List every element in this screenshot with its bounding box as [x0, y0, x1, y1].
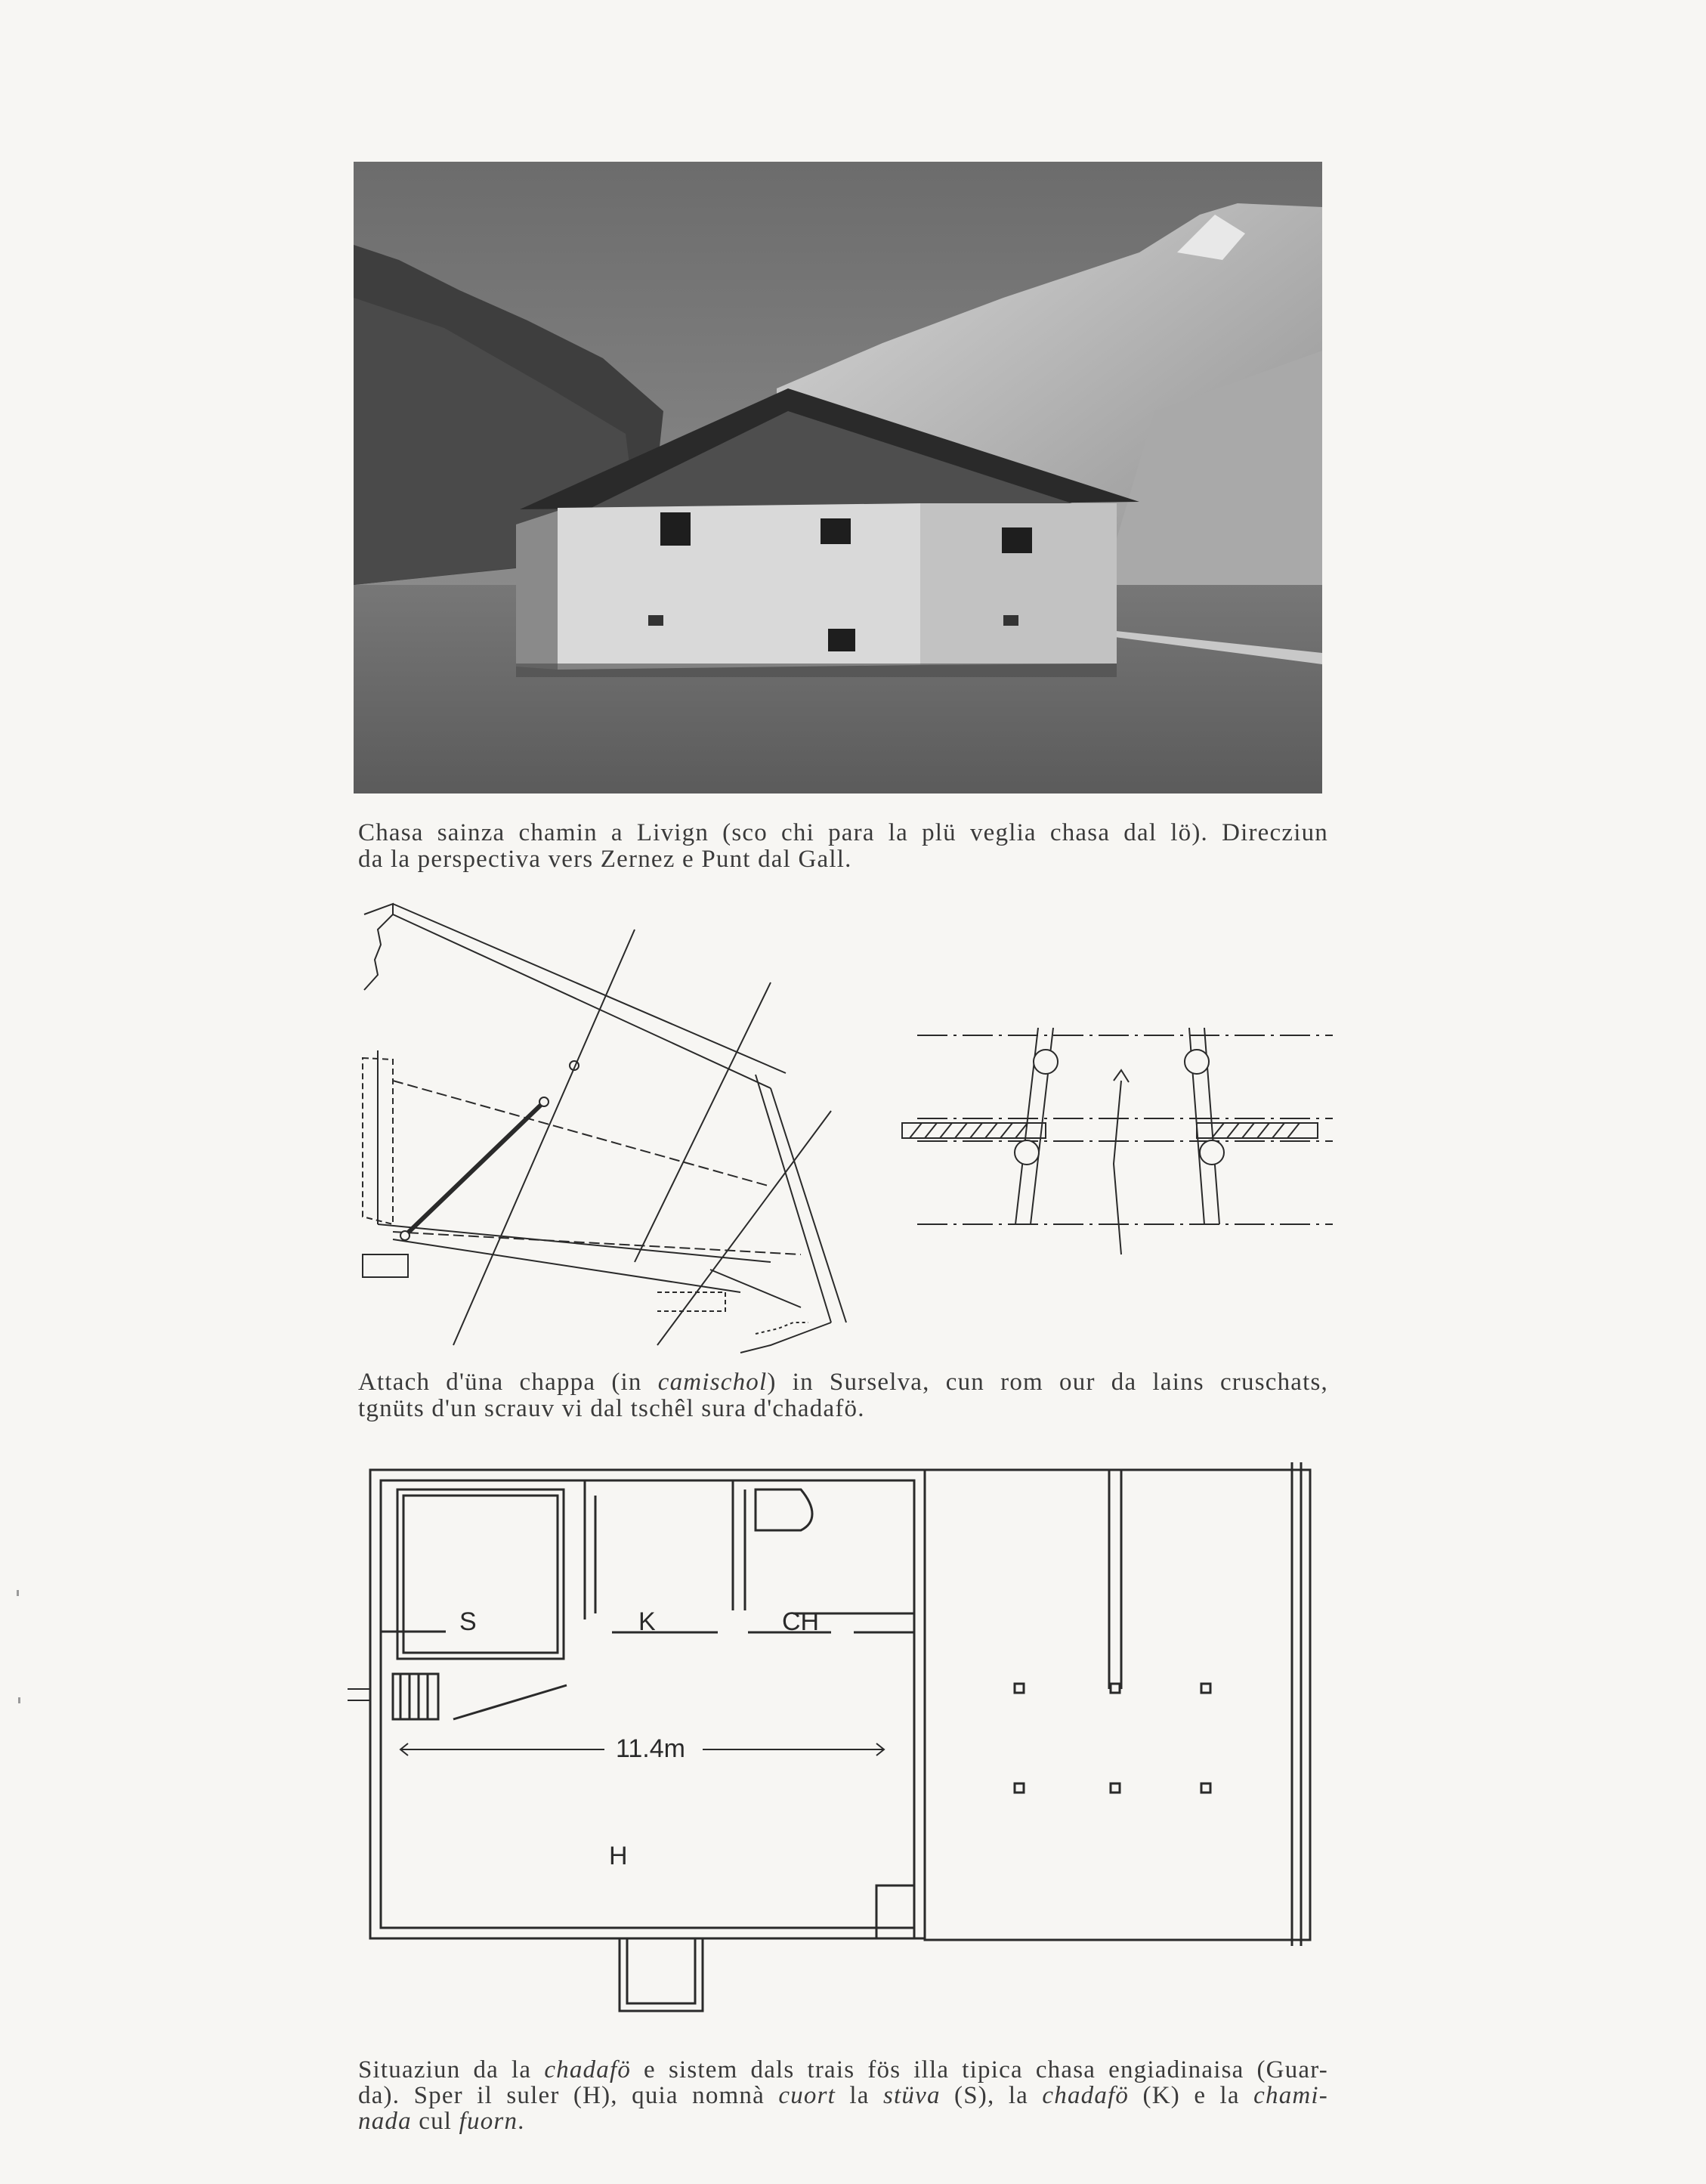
- caption-photo-line2: da la perspectiva vers Zernez e Punt dal Gall.: [358, 846, 852, 873]
- caption-plan-line3: nada cul fuorn.: [358, 2108, 525, 2135]
- drawing-section: [895, 1028, 1333, 1285]
- drawing-roof-construction: [348, 899, 861, 1391]
- caption-photo: [358, 820, 1328, 873]
- caption-roof-line1: Attach d'üna chappa (in camischol) in Surselva, cun rom our da lains cruschats,: [358, 1369, 1328, 1396]
- plan-dimension: 11.4m: [616, 1734, 685, 1763]
- photo-house-image: [354, 162, 1322, 793]
- photo-house-livigno: [354, 162, 1322, 793]
- caption-photo-line1: Chasa sainza chamin a Livign (sco chi para la plü veglia chasa dal lö). Direcziun: [358, 819, 1328, 846]
- caption-plan-text: [358, 2057, 1328, 2134]
- plan-label-h: H: [609, 1842, 628, 1870]
- caption-roof: [358, 1369, 1328, 1422]
- caption-plan-line1: Situaziun da la chadafö e sistem dals trais fös illa tipica chasa engiadinaisa (Guar-: [358, 2056, 1328, 2083]
- plan-label-k: K: [638, 1607, 656, 1636]
- floor-plan: [348, 1462, 1322, 2112]
- caption-plan-line2: da). Sper il suler (H), quia nomnà cuort la stüva (S), la chadafö (K) e la chami-: [358, 2082, 1328, 2109]
- margin-mark-bottom: [18, 1697, 20, 1703]
- plan-label-s: S: [459, 1607, 477, 1636]
- margin-mark-top: [17, 1590, 19, 1596]
- caption-roof-line2: tgnüts d'un scrauv vi dal tschêl sura d'chadafö.: [358, 1395, 865, 1422]
- plan-label-ch: CH: [782, 1607, 820, 1636]
